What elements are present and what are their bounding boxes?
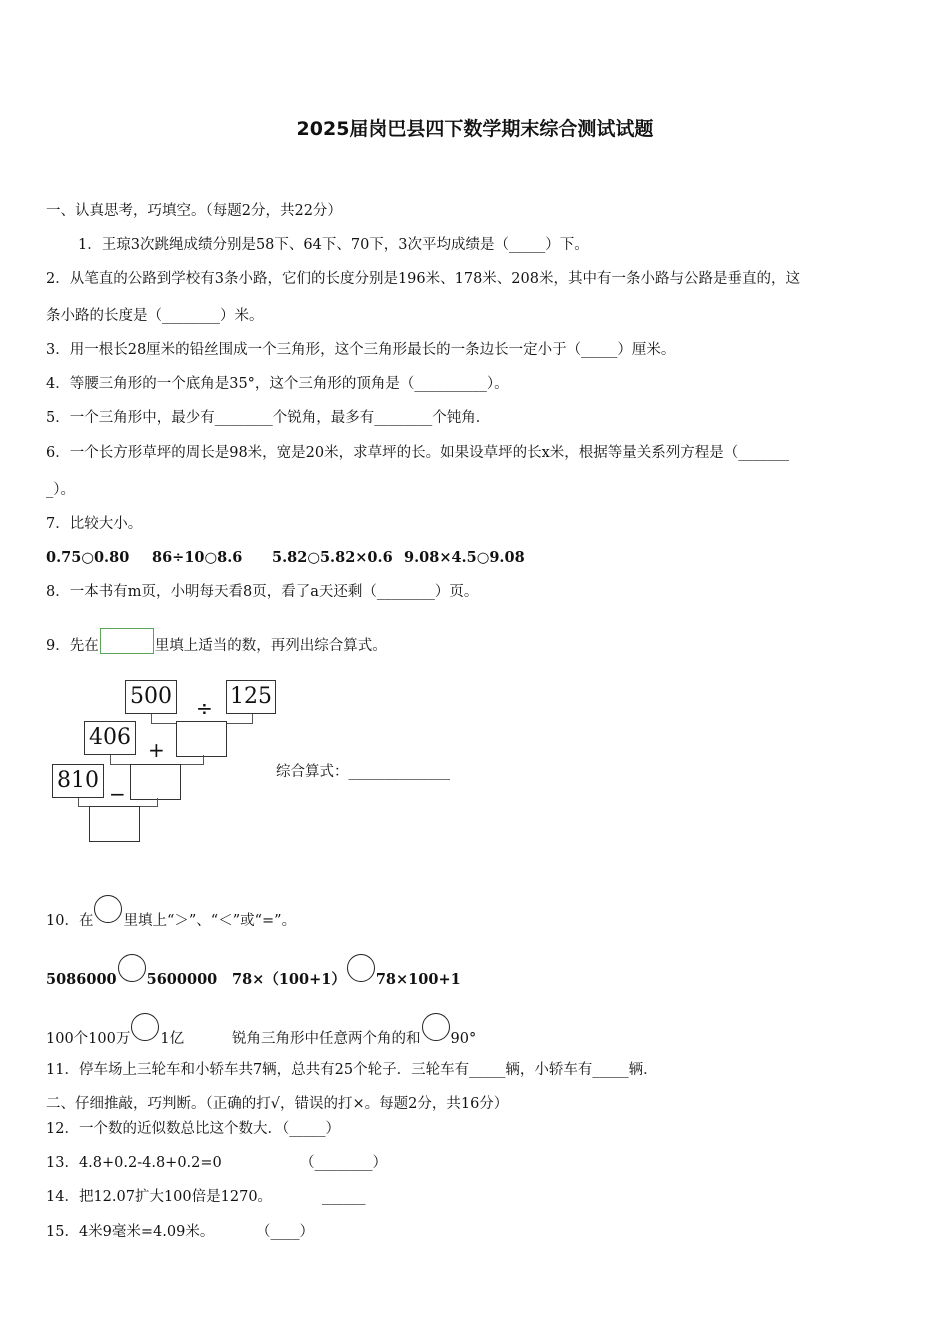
question-8: 8．一本书有m页，小明每天看8页，看了a天还剩（________）页。 (46, 584, 479, 600)
q10-a-left: 5086000 (46, 971, 117, 988)
question-9-stem (46, 628, 387, 656)
question-6-line2: _）。 (46, 482, 75, 498)
q9-suffix: 里填上适当的数，再列出综合算式。 (154, 638, 387, 654)
q10-a-right: 5600000 (146, 971, 218, 988)
section1-heading: 一、认真思考，巧填空。（每题2分，共22分） (46, 203, 342, 219)
question-4: 4．等腰三角形的一个底角是35°，这个三角形的顶角是（__________）。 (46, 376, 509, 392)
q10-c-left: 100个100万 (46, 1031, 131, 1047)
minus-sign: − (109, 782, 126, 806)
question-6-line1: 6．一个长方形草坪的周长是98米，宽是20米，求草坪的长。如果设草坪的长x米，根据等量关系列方程是（_______ (46, 445, 790, 461)
question-3: 3．用一根长28厘米的铅丝围成一个三角形，这个三角形最长的一条边长一定小于（_____）厘米。 (46, 342, 676, 358)
formula-label: 综合算式： (276, 764, 349, 780)
question-5: 5．一个三角形中，最少有________个锐角，最多有________个钝角． (46, 410, 491, 426)
section2-heading: 二、仔细推敲，巧判断。（正确的打√，错误的打×。每题2分，共16分） (46, 1096, 509, 1112)
answer-box-quotient[interactable] (176, 721, 227, 757)
compare-circle-b[interactable] (347, 954, 375, 982)
divide-sign: ÷ (196, 696, 213, 720)
question-2-line1: 2．从笔直的公路到学校有3条小路，它们的长度分别是196米、178米、208米，其中有一条小路与公路是垂直的，这 (46, 271, 800, 287)
box-500: 500 (125, 680, 177, 714)
question-1: 1．王琼3次跳绳成绩分别是58下、64下、70下，3次平均成绩是（_____）下。 (78, 237, 589, 253)
question-11: 11．停车场上三轮车和小轿车共7辆，总共有25个轮子．三轮车有_____辆，小轿车有_____辆． (46, 1062, 658, 1078)
q10-item-a (46, 954, 217, 990)
q10-b-left: 78×（100+1） (232, 971, 346, 988)
box-406: 406 (84, 721, 136, 755)
compare-circle-d[interactable] (422, 1013, 450, 1041)
q14-blank[interactable]: ______ (322, 1189, 366, 1205)
q7-item-3: 5.82○5.82×0.6 (272, 549, 393, 566)
question-13: 13．4.8+0.2-4.8+0.2=0 (46, 1155, 222, 1171)
circle-sample (94, 895, 122, 923)
q10-item-d (232, 1013, 476, 1049)
q10-d-left: 锐角三角形中任意两个角的和 (232, 1031, 421, 1047)
question-14: 14．把12.07扩大100倍是1270。 (46, 1189, 273, 1205)
box-810: 810 (52, 764, 104, 798)
answer-box-sum[interactable] (130, 764, 181, 800)
question-15: 15．4米9毫米=4.09米。 (46, 1224, 215, 1240)
compare-circle-c[interactable] (131, 1013, 159, 1041)
compare-circle-a[interactable] (118, 954, 146, 982)
question-10-stem (46, 895, 296, 931)
question-7-stem: 7．比较大小。 (46, 516, 143, 532)
q7-item-1: 0.75○0.80 (46, 549, 130, 566)
box-125: 125 (226, 680, 276, 714)
q10-suffix: 里填上“＞”、“＜”或“=”。 (123, 913, 297, 929)
q9-prefix: 9．先在 (46, 638, 99, 654)
answer-box-sample (100, 628, 154, 654)
q15-blank[interactable]: （____） (256, 1224, 314, 1240)
formula-blank[interactable]: ______________ (348, 764, 450, 780)
q7-item-2: 86÷10○8.6 (152, 549, 243, 566)
q10-c-right: 1亿 (160, 1031, 185, 1047)
q10-prefix: 10．在 (46, 913, 94, 929)
q13-blank[interactable]: （________） (300, 1155, 387, 1171)
q10-item-c (46, 1013, 184, 1049)
q7-item-4: 9.08×4.5○9.08 (404, 549, 525, 566)
q10-b-right: 78×100+1 (375, 971, 461, 988)
formula-line (276, 762, 450, 782)
q10-d-right: 90° (450, 1031, 477, 1047)
plus-sign: + (148, 738, 165, 762)
page-title: 2025届岗巴县四下数学期末综合测试试题 (296, 118, 654, 140)
q10-item-b (232, 954, 461, 990)
question-2-line2: 条小路的长度是（________）米。 (46, 308, 264, 324)
answer-box-result[interactable] (89, 806, 140, 842)
question-12: 12．一个数的近似数总比这个数大．（_____） (46, 1121, 340, 1137)
